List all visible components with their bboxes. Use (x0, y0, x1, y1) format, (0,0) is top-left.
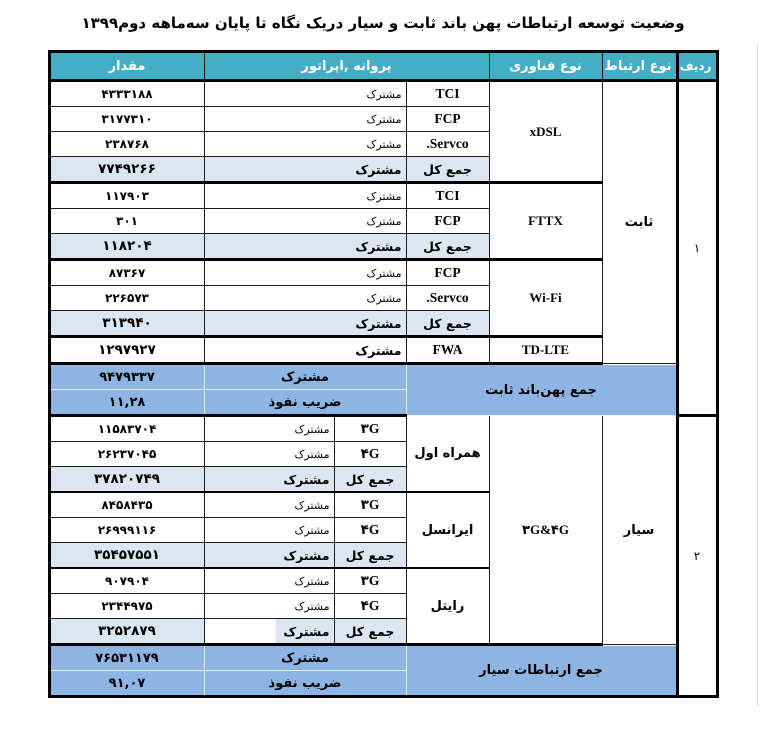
operator-cell: TCI (406, 183, 489, 209)
metric-cell: مشترک (204, 311, 406, 337)
connection-type-cell: سیار (602, 416, 677, 645)
metric-cell: مشترک (204, 543, 334, 569)
subtotal-value-cell: ۱۱۸۲۰۴ (49, 234, 204, 260)
value-cell: ۱۱۷۹۰۳ (49, 183, 204, 209)
metric-cell: مشترک (204, 337, 406, 364)
subtotal-label-cell: جمع کل (334, 543, 406, 569)
operator-cell: رایتل (406, 568, 489, 645)
col-header-license-operator: پروانه ,اپراتور (204, 52, 489, 81)
operator-cell: TCI (406, 81, 489, 107)
value-cell: ۲۶۲۳۷۰۴۵ (49, 442, 204, 467)
operator-cell: Servco. (406, 132, 489, 157)
row-number-cell: ۱ (677, 81, 717, 416)
value-cell: ۱۱۵۸۳۷۰۴ (49, 416, 204, 442)
operator-cell: FCP (406, 107, 489, 132)
penetration-label-cell: ضریب نفوذ (204, 390, 406, 416)
metric-cell: مشترک (204, 234, 406, 260)
value-cell: ۹۰۷۹۰۴ (49, 568, 204, 594)
technology-cell: ۳G&۴G (489, 416, 602, 645)
operator-cell: ایرانسل (406, 492, 489, 568)
metric-cell: مشترک (204, 183, 406, 209)
section-summary-row (49, 645, 717, 671)
summary-title-cell: جمع ارتباطات سیار (406, 645, 677, 697)
summary-metric-value-cell: ۹۴۷۹۳۳۷ (49, 364, 204, 390)
subtotal-label-cell: جمع کل (406, 311, 489, 337)
penetration-value-cell: ۱۱,۲۸ (49, 390, 204, 416)
value-cell: ۳۰۱ (49, 209, 204, 234)
section-summary-row (49, 364, 717, 390)
value-cell: ۲۶۹۹۹۱۱۶ (49, 518, 204, 543)
value-cell: ۳۱۷۷۳۱۰ (49, 107, 204, 132)
operator-cell: FCP (406, 209, 489, 234)
summary-metric-value-cell: ۷۶۵۳۱۱۷۹ (49, 645, 204, 671)
subtotal-label-cell: جمع کل (406, 234, 489, 260)
technology-cell: TD-LTE (489, 337, 602, 364)
metric-cell: مشترک (204, 568, 334, 594)
metric-cell: مشترک (204, 492, 334, 518)
value-cell: ۴۳۳۳۱۸۸ (49, 81, 204, 107)
subtotal-value-cell: ۷۷۴۹۲۶۶ (49, 157, 204, 183)
col-header-radif: ردیف (677, 52, 717, 81)
subtotal-label-cell: جمع کل (334, 619, 406, 645)
subtotal-label-cell: جمع کل (406, 157, 489, 183)
metric-cell: مشترک (204, 467, 334, 493)
row-number-cell: ۲ (677, 416, 717, 697)
connection-type-cell: ثابت (602, 81, 677, 364)
broadband-status-table (48, 50, 719, 698)
metric-cell: مشترک (204, 132, 406, 157)
table-header-row (49, 52, 717, 81)
table-row (49, 416, 717, 442)
generation-cell: ۴G (334, 594, 406, 619)
generation-cell: ۳G (334, 492, 406, 518)
col-header-connection-type: نوع ارتباط (602, 52, 677, 81)
table-row (49, 81, 717, 107)
penetration-label-cell: ضریب نفوذ (204, 671, 406, 697)
spreadsheet-gridline (757, 44, 758, 706)
value-cell: ۲۳۸۷۶۸ (49, 132, 204, 157)
technology-cell: xDSL (489, 81, 602, 183)
subtotal-value-cell: ۳۲۵۲۸۷۹ (49, 619, 204, 645)
metric-cell: مشترک (204, 81, 406, 107)
subtotal-value-cell: ۳۷۸۲۰۷۴۹ (49, 467, 204, 493)
subtotal-label-cell: جمع کل (334, 467, 406, 493)
metric-cell: مشترک (204, 260, 406, 286)
summary-title-cell: جمع پهن‌باند ثابت (406, 364, 677, 416)
metric-cell: مشترک (204, 286, 406, 311)
col-header-amount: مقدار (49, 52, 204, 81)
metric-cell: مشترک (204, 416, 334, 442)
metric-cell: مشترک (204, 157, 406, 183)
metric-cell: مشترک (204, 594, 334, 619)
page-title: وضعیت توسعه ارتباطات پهن باند ثابت و سیار دریک نگاه تا پایان سه‌ماهه دوم۱۳۹۹ (81, 14, 685, 32)
metric-cell: مشترک (204, 442, 334, 467)
operator-cell: همراه اول (406, 416, 489, 493)
generation-cell: ۴G (334, 442, 406, 467)
metric-cell: مشترک (204, 107, 406, 132)
metric-cell: مشترک (204, 518, 334, 543)
metric-cell: مشترک (204, 619, 334, 645)
generation-cell: ۳G (334, 416, 406, 442)
generation-cell: ۳G (334, 568, 406, 594)
generation-cell: ۴G (334, 518, 406, 543)
value-cell: ۲۲۶۵۷۳ (49, 286, 204, 311)
operator-cell: Servco. (406, 286, 489, 311)
operator-cell: FWA (406, 337, 489, 364)
summary-metric-label-cell: مشترک (204, 364, 406, 390)
value-cell: ۲۳۴۴۹۷۵ (49, 594, 204, 619)
technology-cell: FTTX (489, 183, 602, 260)
subtotal-value-cell: ۳۱۳۹۴۰ (49, 311, 204, 337)
summary-metric-label-cell: مشترک (204, 645, 406, 671)
operator-cell: FCP (406, 260, 489, 286)
value-cell: ۸۴۵۸۴۳۵ (49, 492, 204, 518)
col-header-technology-type: نوع فناوری (489, 52, 602, 81)
value-cell: ۸۷۳۶۷ (49, 260, 204, 286)
penetration-value-cell: ۹۱,۰۷ (49, 671, 204, 697)
technology-cell: Wi-Fi (489, 260, 602, 337)
subtotal-value-cell: ۳۵۴۵۷۵۵۱ (49, 543, 204, 569)
value-cell: ۱۲۹۷۹۲۷ (49, 337, 204, 364)
metric-cell: مشترک (204, 209, 406, 234)
